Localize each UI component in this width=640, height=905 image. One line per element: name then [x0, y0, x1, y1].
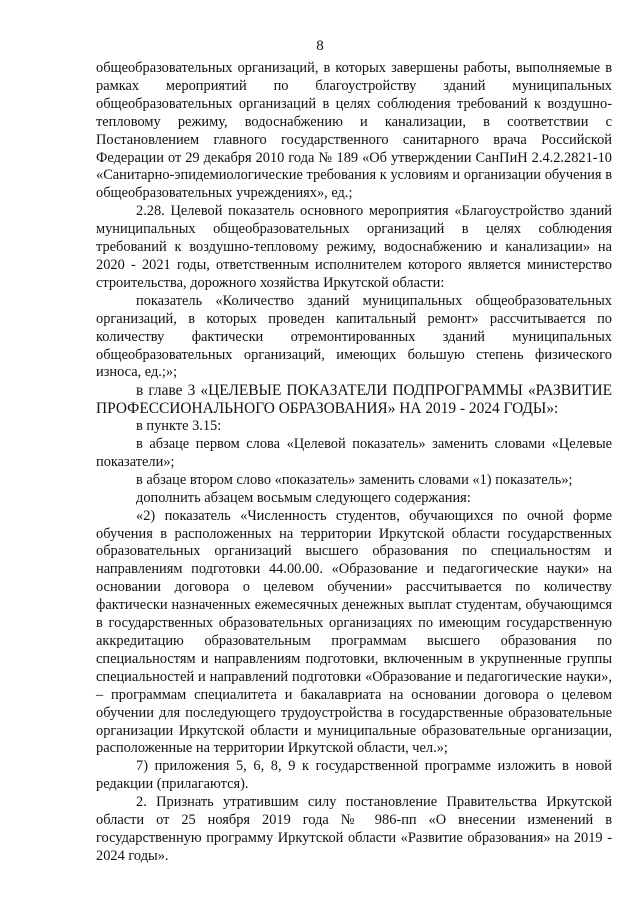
paragraph: в главе 3 «ЦЕЛЕВЫЕ ПОКАЗАТЕЛИ ПОДПРОГРАММЫ «РАЗВИТИЕ ПРОФЕССИОНАЛЬНОГО ОБРАЗОВАНИЯ» НА 2019 - 2024 ГОДЫ»: [96, 382, 612, 418]
paragraph: 7) приложения 5, 6, 8, 9 к государственной программе изложить в новой редакции (прилагаются). [96, 758, 612, 793]
page-number: 8 [316, 38, 324, 54]
paragraph: общеобразовательных организаций, в которых завершены работы, выполняемые в рамках мероприятий по благоустройству зданий муниципальных общеобразовательных организаций в целях соблюдения требований к воздушно-тепловому режиму, водоснабжению и канализации, в соответствии с Постановлением главного государственного санитарного врача Российской Федерации от 29 декабря 2010 года № 189 «Об утверждении СанПиН 2.4.2.2821-10 «Санитарно-эпидемиологические требования к условиям и организации обучения в общеобразовательных учреждениях», ед.; [96, 60, 612, 202]
paragraph: дополнить абзацем восьмым следующего содержания: [136, 489, 471, 506]
paragraph: в пункте 3.15: [136, 418, 222, 435]
paragraph: «2) показатель «Численность студентов, обучающихся по очной форме обучения в расположенных на территории Иркутской области государственных образовательных организаций высшего образования по специальностям и направлениям подготовки 44.00.00. «Образование и педагогические науки» на основании договора о целевом обучении» рассчитывается по количеству фактически назначенных ежемесячных денежных выплат студентам, обучающимся в государственных образовательных организациях по имеющим государственную аккредитацию образовательным программам высшего образования по специальностям и направлениям подготовки, включенным в укрупненные группы специальностей и направлений подготовки «Образование и педагогические науки», – программам специалитета и бакалавриата на основании договора о целевом обучении для последующего трудоустройства в государственные образовательные организации Иркутской области и муниципальные образовательные организации, расположенные на территории Иркутской области, чел.»; [96, 507, 612, 757]
paragraph: в абзаце первом слова «Целевой показатель» заменить словами «Целевые показатели»; [96, 436, 612, 470]
document-body [96, 60, 612, 866]
paragraph: в абзаце втором слово «показатель» заменить словами «1) показатель»; [136, 471, 573, 488]
paragraph: 2.28. Целевой показатель основного мероприятия «Благоустройство зданий муниципальных общеобразовательных организаций в целях соблюдения требований к воздушно-тепловому режиму, водоснабжению и канализации» на 2020 - 2021 годы, ответственным исполнителем которого является министерство строительства, дорожного хозяйства Иркутской области: [96, 203, 612, 291]
paragraph: показатель «Количество зданий муниципальных общеобразовательных организаций, в которых проведен капитальный ремонт» рассчитывается по количеству фактически отремонтированных зданий муниципальных общеобразовательных организаций, имеющих большую степень физического износа, ед.;»; [96, 292, 612, 381]
paragraph: 2. Признать утратившим силу постановление Правительства Иркутской области от 25 ноября 2019 года № 986-пп «О внесении изменений в государственную программу Иркутской области «Развитие образования» на 2019 - 2024 годы». [96, 794, 612, 864]
